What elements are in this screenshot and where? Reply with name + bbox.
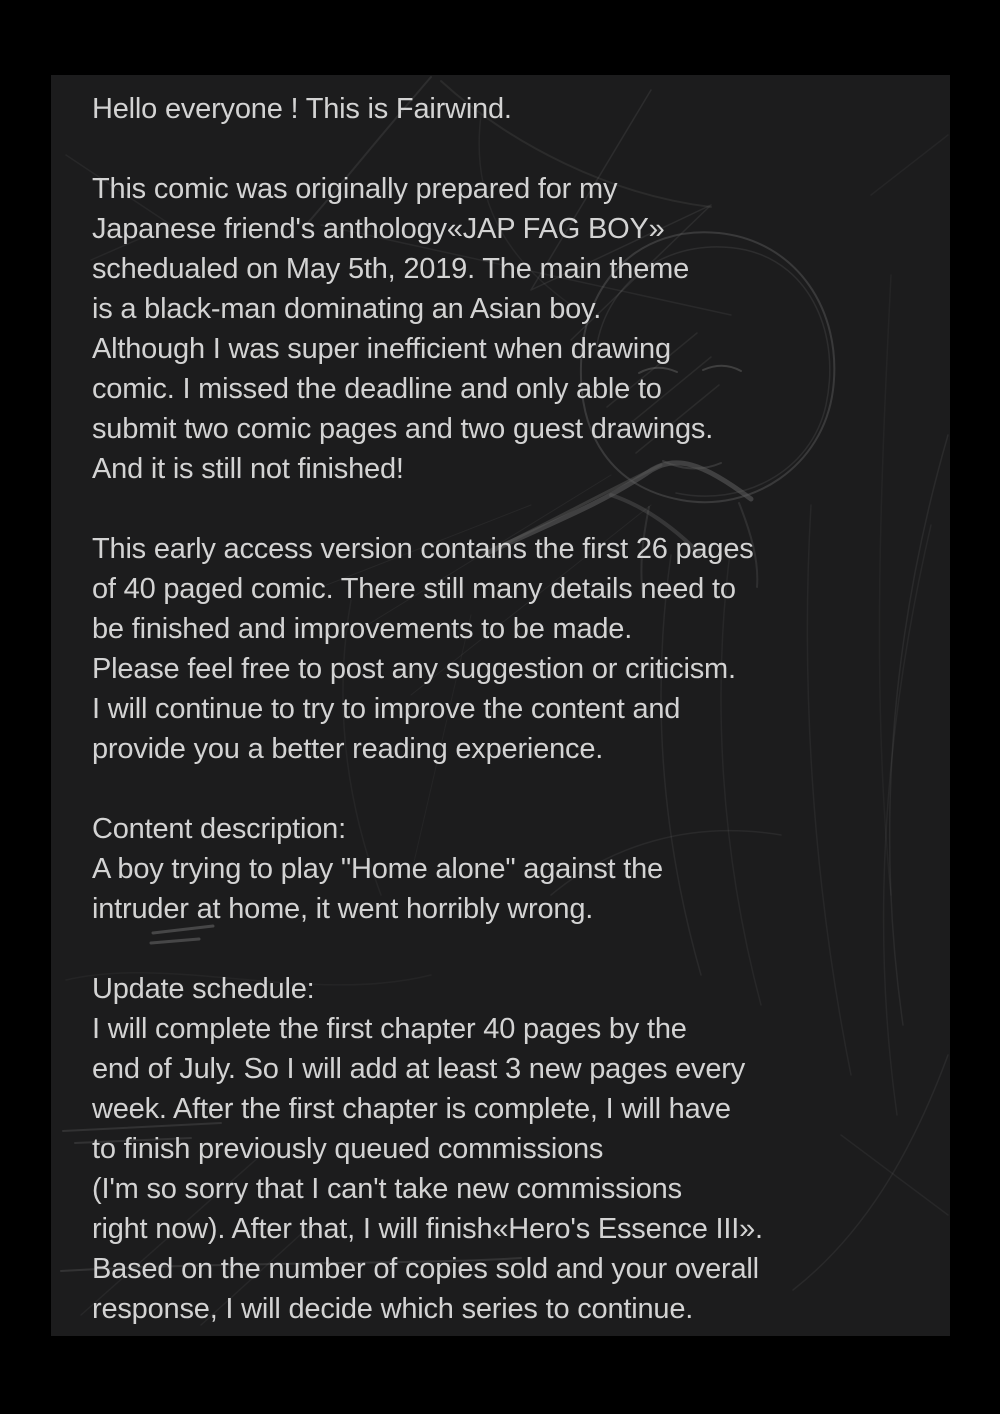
paragraph-early-access: [92, 529, 950, 769]
text-line: This early access version contains the first 26 pages: [92, 533, 754, 565]
text-line: to finish previously queued commissions: [92, 1133, 604, 1165]
text-line: Hello everyone ! This is Fairwind.: [92, 93, 512, 125]
paragraph-content-description: [92, 809, 950, 929]
text-line: Japanese friend's anthology«JAP FAG BOY»: [92, 213, 665, 245]
text-line: This comic was originally prepared for my: [92, 173, 618, 205]
text-line: is a black-man dominating an Asian boy.: [92, 293, 602, 325]
text-line: (I'm so sorry that I can't take new commissions: [92, 1173, 682, 1205]
text-line: end of July. So I will add at least 3 new pages every: [92, 1053, 746, 1085]
text-line: response, I will decide which series to continue.: [92, 1293, 694, 1325]
author-note: [92, 89, 950, 1329]
text-line: of 40 paged comic. There still many details need to: [92, 573, 736, 605]
text-line: A boy trying to play "Home alone" against the: [92, 853, 663, 885]
text-line: week. After the first chapter is complete, I will have: [92, 1093, 731, 1125]
text-line: intruder at home, it went horribly wrong.: [92, 893, 594, 925]
text-line: schedualed on May 5th, 2019. The main theme: [92, 253, 690, 285]
paragraph-background: [92, 169, 950, 489]
text-line: Based on the number of copies sold and your overall: [92, 1253, 759, 1285]
text-line: Content description:: [92, 813, 346, 845]
text-line: be finished and improvements to be made.: [92, 613, 633, 645]
text-line: comic. I missed the deadline and only able to: [92, 373, 662, 405]
paragraph-update-schedule: [92, 969, 950, 1329]
text-line: submit two comic pages and two guest drawings.: [92, 413, 714, 445]
paragraph-intro: [92, 89, 950, 129]
text-line: Although I was super inefficient when drawing: [92, 333, 671, 365]
text-line: And it is still not finished!: [92, 453, 404, 485]
note-panel: [51, 75, 950, 1336]
text-line: Please feel free to post any suggestion or criticism.: [92, 653, 736, 685]
text-line: provide you a better reading experience.: [92, 733, 604, 765]
text-line: right now). After that, I will finish«Hero's Essence III».: [92, 1213, 763, 1245]
text-line: I will complete the first chapter 40 pages by the: [92, 1013, 687, 1045]
text-line: Update schedule:: [92, 973, 315, 1005]
text-line: I will continue to try to improve the content and: [92, 693, 681, 725]
